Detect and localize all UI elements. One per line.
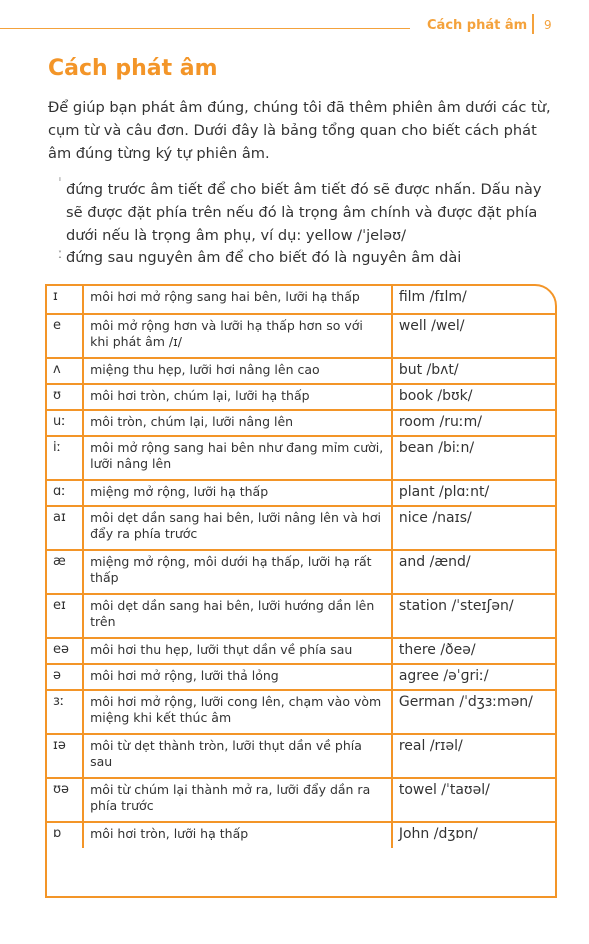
phonetic-symbol: ʌ: [47, 358, 83, 384]
example-word: there /ðeə/: [392, 638, 555, 664]
phonetic-symbol: aɪ: [47, 506, 83, 550]
table-row: [47, 436, 555, 480]
example-word: German /ˈdʒɜːmən/: [392, 690, 555, 734]
example-word: John /dʒɒn/: [392, 822, 555, 848]
header-rule: [0, 28, 410, 29]
table-row: [47, 594, 555, 638]
mouth-description: môi hơi mở rộng sang hai bên, lưỡi hạ thấp: [83, 286, 392, 314]
table-row: [47, 638, 555, 664]
phonetic-table: [45, 284, 557, 898]
mouth-description: môi hơi mở rộng, lưỡi cong lên, chạm vào vòm miệng khi kết thúc âm: [83, 690, 392, 734]
example-word: book /bʊk/: [392, 384, 555, 410]
phonetic-symbol: ʊə: [47, 778, 83, 822]
mouth-description: môi mở rộng hơn và lưỡi hạ thấp hơn so với khi phát âm /ɪ/: [83, 314, 392, 358]
mouth-description: môi từ dẹt thành tròn, lưỡi thụt dần về phía sau: [83, 734, 392, 778]
running-header-title: Cách phát âm: [427, 18, 528, 33]
table-row: [47, 734, 555, 778]
phonetic-symbol: ɪə: [47, 734, 83, 778]
phonetic-symbol: æ: [47, 550, 83, 594]
table-row: [47, 314, 555, 358]
mouth-description: môi hơi tròn, lưỡi hạ thấp: [83, 822, 392, 848]
example-word: station /ˈsteɪʃən/: [392, 594, 555, 638]
table-row: [47, 664, 555, 690]
phonetic-symbol: ʊ: [47, 384, 83, 410]
example-word: film /fɪlm/: [392, 286, 555, 314]
mouth-description: môi hơi tròn, chúm lại, lưỡi hạ thấp: [83, 384, 392, 410]
mouth-description: môi dẹt dần sang hai bên, lưỡi hướng dần lên trên: [83, 594, 392, 638]
table-row: [47, 778, 555, 822]
table-row: [47, 506, 555, 550]
length-mark: ː: [58, 246, 63, 262]
header-separator: [532, 14, 534, 34]
mouth-description: môi hơi thu hẹp, lưỡi thụt dần về phía sau: [83, 638, 392, 664]
phonetic-symbol: eə: [47, 638, 83, 664]
phonetic-table-body: [47, 286, 555, 848]
phonetic-symbol: ɜː: [47, 690, 83, 734]
example-word: nice /naɪs/: [392, 506, 555, 550]
phonetic-symbol: uː: [47, 410, 83, 436]
example-word: bean /biːn/: [392, 436, 555, 480]
mouth-description: môi từ chúm lại thành mở ra, lưỡi đẩy dần ra phía trước: [83, 778, 392, 822]
table-row: [47, 822, 555, 848]
phonetic-symbol: ɑː: [47, 480, 83, 506]
phonetic-symbol: ɒ: [47, 822, 83, 848]
table-row: [47, 550, 555, 594]
example-word: but /bʌt/: [392, 358, 555, 384]
bullet-stress: đứng trước âm tiết để cho biết âm tiết đó sẽ được nhấn. Dấu này sẽ được đặt phía trên nếu đó là trọng âm chính và được đặt phía dưới nếu là trọng âm phụ, ví dụ: yellow /ˈjeləʊ/: [66, 181, 542, 244]
example-word: and /ænd/: [392, 550, 555, 594]
stress-mark: ˈ: [58, 176, 62, 192]
phonetic-symbol: iː: [47, 436, 83, 480]
table-row: [47, 286, 555, 314]
table-row: [47, 358, 555, 384]
intro-paragraph: Để giúp bạn phát âm đúng, chúng tôi đã thêm phiên âm dưới các từ, cụm từ và câu đơn. Dưới đây là bảng tổng quan cho biết cách phát âm đúng từng ký tự phiên âm.: [48, 99, 551, 162]
example-word: well /wel/: [392, 314, 555, 358]
mouth-description: miệng mở rộng, lưỡi hạ thấp: [83, 480, 392, 506]
mouth-description: môi dẹt dần sang hai bên, lưỡi nâng lên và hơi đẩy ra phía trước: [83, 506, 392, 550]
page-number: 9: [544, 18, 552, 32]
table-row: [47, 410, 555, 436]
phonetic-symbol: e: [47, 314, 83, 358]
example-word: room /ruːm/: [392, 410, 555, 436]
example-word: plant /plɑːnt/: [392, 480, 555, 506]
phonetic-symbol: ɪ: [47, 286, 83, 314]
table-row: [47, 480, 555, 506]
example-word: agree /əˈɡriː/: [392, 664, 555, 690]
example-word: real /rɪəl/: [392, 734, 555, 778]
bullet-length: đứng sau nguyên âm để cho biết đó là nguyên âm dài: [66, 249, 462, 266]
example-word: towel /ˈtaʊəl/: [392, 778, 555, 822]
mouth-description: môi mở rộng sang hai bên như đang mỉm cười, lưỡi nâng lên: [83, 436, 392, 480]
mouth-description: môi hơi mở rộng, lưỡi thả lỏng: [83, 664, 392, 690]
mouth-description: môi tròn, chúm lại, lưỡi nâng lên: [83, 410, 392, 436]
phonetic-symbol: ə: [47, 664, 83, 690]
page-title: Cách phát âm: [48, 56, 218, 81]
mouth-description: miệng thu hẹp, lưỡi hơi nâng lên cao: [83, 358, 392, 384]
mouth-description: miệng mở rộng, môi dưới hạ thấp, lưỡi hạ rất thấp: [83, 550, 392, 594]
table-row: [47, 690, 555, 734]
table-row: [47, 384, 555, 410]
phonetic-symbol: eɪ: [47, 594, 83, 638]
